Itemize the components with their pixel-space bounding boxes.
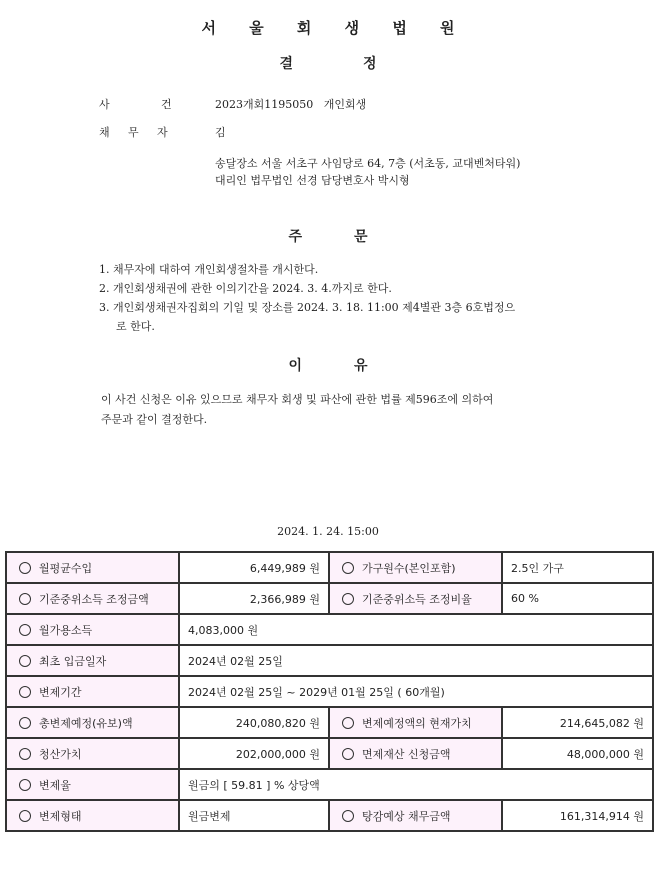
repayment-summary-table (5, 551, 654, 832)
service-address: 송달장소 서울 서초구 사임당로 64, 7층 (서초동, 교대벤처타워) (215, 157, 521, 170)
reduction-amount-label: 탕감예상 채무금액 (329, 800, 502, 831)
reason-title: 이 유 (288, 358, 368, 374)
repayment-rate-value: 원금의 [ 59.81 ] % 상당액 (179, 769, 653, 800)
table-row (6, 800, 653, 831)
median-income-ratio-label: 기준중위소득 조정비율 (329, 583, 502, 614)
circle-bullet-icon (19, 779, 31, 791)
table-row (6, 738, 653, 769)
available-income-label: 월가용소득 (6, 614, 179, 645)
order-item-1: 1. 채무자에 대하여 개인회생절차를 개시한다. (99, 263, 319, 276)
reason-line-1: 이 사건 신청은 이유 있으므로 채무자 회생 및 파산에 관한 법률 제596조에 의하여 (101, 393, 494, 406)
debtor-name: 김 (215, 126, 226, 139)
monthly-avg-income-value: 6,449,989 원 (179, 552, 329, 583)
reduction-amount-value: 161,314,914 원 (502, 800, 653, 831)
circle-bullet-icon (342, 810, 354, 822)
order-item-2: 2. 개인회생채권에 관한 이의기간을 2024. 3. 4.까지로 한다. (99, 282, 392, 295)
available-income-value: 4,083,000 원 (179, 614, 653, 645)
table-row (6, 676, 653, 707)
document-type-char-2: 정 (363, 56, 377, 72)
order-title: 주 문 (288, 229, 368, 245)
circle-bullet-icon (342, 562, 354, 574)
median-income-adj-label: 기준중위소득 조정금액 (6, 583, 179, 614)
document-type-char-1: 결 (279, 56, 293, 72)
case-label: 사 건 (99, 98, 172, 111)
exempt-property-label: 면제재산 신청금액 (329, 738, 502, 769)
decision-datetime: 2024. 1. 24. 15:00 (277, 525, 379, 538)
circle-bullet-icon (19, 562, 31, 574)
total-repayment-value: 240,080,820 원 (179, 707, 329, 738)
repayment-period-value: 2024년 02월 25일 ~ 2029년 01월 25일 ( 60개월) (179, 676, 653, 707)
table-row (6, 645, 653, 676)
circle-bullet-icon (19, 717, 31, 729)
order-item-3-continued: 로 한다. (116, 320, 155, 333)
liquidation-value-value: 202,000,000 원 (179, 738, 329, 769)
first-payment-date-value: 2024년 02월 25일 (179, 645, 653, 676)
repayment-period-label: 변제기간 (6, 676, 179, 707)
present-value-label: 변제예정액의 현재가치 (329, 707, 502, 738)
circle-bullet-icon (19, 593, 31, 605)
document-type (0, 53, 656, 73)
exempt-property-value: 48,000,000 원 (502, 738, 653, 769)
monthly-avg-income-label: 월평균수입 (6, 552, 179, 583)
median-income-adj-value: 2,366,989 원 (179, 583, 329, 614)
case-number: 2023개회1195050 개인회생 (215, 98, 367, 111)
circle-bullet-icon (342, 717, 354, 729)
total-repayment-label: 총변제예정(유보)액 (6, 707, 179, 738)
table-row (6, 769, 653, 800)
reason-line-2: 주문과 같이 결정한다. (101, 413, 208, 426)
repayment-type-label: 변제형태 (6, 800, 179, 831)
circle-bullet-icon (19, 655, 31, 667)
first-payment-date-label: 최초 입금일자 (6, 645, 179, 676)
circle-bullet-icon (342, 748, 354, 760)
liquidation-value-label: 청산가치 (6, 738, 179, 769)
circle-bullet-icon (19, 686, 31, 698)
table-row (6, 707, 653, 738)
table-row (6, 614, 653, 645)
order-item-3: 3. 개인회생채권자집회의 기일 및 장소를 2024. 3. 18. 11:00 제4별관 3층 6호법정으 (99, 301, 516, 314)
household-size-label: 가구원수(본인포함) (329, 552, 502, 583)
circle-bullet-icon (19, 810, 31, 822)
debtor-label: 채 무 자 (99, 126, 168, 139)
circle-bullet-icon (19, 624, 31, 636)
repayment-rate-label: 변제율 (6, 769, 179, 800)
court-name: 서 울 회 생 법 원 (201, 19, 469, 37)
table-row (6, 583, 653, 614)
table-row (6, 552, 653, 583)
repayment-type-value: 원금변제 (179, 800, 329, 831)
household-size-value: 2.5인 가구 (502, 552, 653, 583)
circle-bullet-icon (19, 748, 31, 760)
circle-bullet-icon (342, 593, 354, 605)
median-income-ratio-value: 60 % (502, 583, 653, 614)
present-value-value: 214,645,082 원 (502, 707, 653, 738)
legal-agent: 대리인 법무법인 선경 담당변호사 박시형 (215, 174, 410, 187)
case-type: 개인회생 (323, 98, 367, 111)
